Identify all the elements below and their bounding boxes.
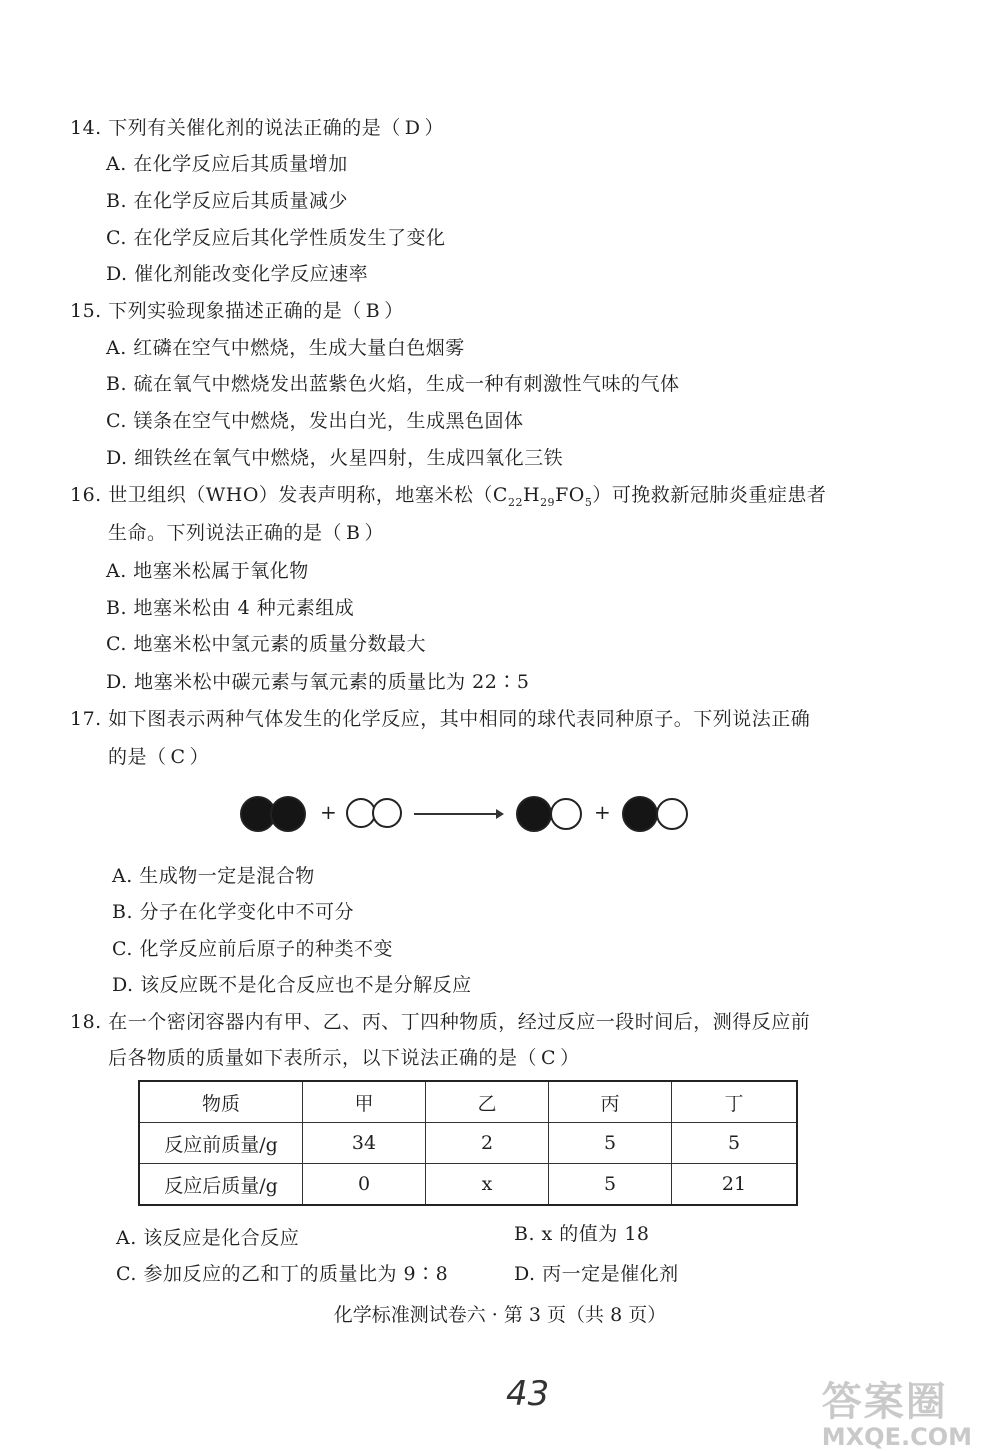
q14-option-c: C. 在化学反应后其化学性质发生了变化: [106, 227, 446, 249]
watermark: [822, 1370, 972, 1451]
reactant-molecule-light: [346, 788, 406, 840]
q15-stem: 15. 下列实验现象描述正确的是（ B ）: [70, 300, 404, 322]
q14-option-b: B. 在化学反应后其质量减少: [106, 190, 349, 212]
table-header-cell: 丁: [672, 1081, 798, 1123]
q16-option-d: D. 地塞米松中碳元素与氧元素的质量比为 22∶5: [106, 671, 530, 693]
table-cell: x: [426, 1164, 549, 1206]
product-molecule: [516, 788, 586, 840]
q17-stem-line2: 的是（ C ）: [108, 746, 210, 768]
q14-option-a: A. 在化学反应后其质量增加: [106, 153, 348, 175]
table-cell: 2: [426, 1123, 549, 1164]
q14-stem: 14. 下列有关催化剂的说法正确的是（ D ）: [70, 117, 445, 139]
q15-option-c: C. 镁条在空气中燃烧，发出白光，生成黑色固体: [106, 410, 524, 432]
page-footer: 化学标准测试卷六 · 第 3 页（共 8 页）: [333, 1304, 667, 1326]
table-cell: 0: [303, 1164, 426, 1206]
mass-table: [138, 1080, 798, 1206]
q16-stem: 16. 世卫组织（WHO）发表声明称，地塞米松$(C_{22}H_{29}FO_5)$可挽救新冠肺炎重症患者: [70, 484, 827, 509]
q16-option-b: B. 地塞米松由 4 种元素组成: [106, 597, 355, 619]
handwritten-page-number: 43: [506, 1374, 550, 1414]
table-cell: 21: [672, 1164, 798, 1206]
q18-stem-line2: 后各物质的质量如下表所示，以下说法正确的是（ C ）: [108, 1047, 580, 1069]
table-cell: 反应前质量/g: [139, 1123, 303, 1164]
q15-answer: B: [365, 300, 381, 322]
q15-option-d: D. 细铁丝在氧气中燃烧，火星四射，生成四氧化三铁: [106, 447, 564, 469]
table-header-cell: 物质: [139, 1081, 303, 1123]
table-row: [139, 1123, 797, 1164]
q17-option-b: B. 分子在化学变化中不可分: [112, 901, 355, 923]
q17-option-d: D. 该反应既不是化合反应也不是分解反应: [112, 974, 472, 996]
q14-option-d: D. 催化剂能改变化学反应速率: [106, 263, 369, 285]
q16-option-a: A. 地塞米松属于氧化物: [106, 560, 309, 582]
q16-option-c: C. 地塞米松中氢元素的质量分数最大: [106, 633, 426, 655]
q15-option-b: B. 硫在氧气中燃烧发出蓝紫色火焰，生成一种有刺激性气味的气体: [106, 373, 680, 395]
table-header-cell: 乙: [426, 1081, 549, 1123]
watermark-url: MXQE.COM: [821, 1423, 972, 1451]
table-row: [139, 1164, 797, 1206]
q18-answer: C: [541, 1047, 557, 1069]
q18-option-b: B. x 的值为 18: [514, 1223, 650, 1245]
q17-option-c: C. 化学反应前后原子的种类不变: [112, 938, 393, 960]
q16-stem-line2: 生命。下列说法正确的是（ B ）: [108, 522, 384, 544]
q15-option-a: A. 红磷在空气中燃烧，生成大量白色烟雾: [106, 337, 465, 359]
table-cell: 34: [303, 1123, 426, 1164]
q17-option-a: A. 生成物一定是混合物: [112, 865, 315, 887]
table-row: [139, 1081, 797, 1123]
q16-answer: B: [346, 522, 361, 544]
dark-atom: [622, 796, 658, 832]
table-cell: 5: [549, 1164, 672, 1206]
light-atom: [656, 798, 688, 830]
q18-stem: 18. 在一个密闭容器内有甲、乙、丙、丁四种物质，经过反应一段时间后，测得反应前: [70, 1011, 811, 1033]
table-cell: 5: [549, 1123, 672, 1164]
q17-answer: C: [170, 746, 186, 768]
watermark-logo-text: 答案圈: [821, 1379, 948, 1425]
q18-option-a: A. 该反应是化合反应: [116, 1227, 300, 1249]
table-cell: 反应后质量/g: [139, 1164, 303, 1206]
product-molecule: [622, 788, 692, 840]
table-header-cell: 甲: [303, 1081, 426, 1123]
q17-stem: 17. 如下图表示两种气体发生的化学反应，其中相同的球代表同种原子。下列说法正确: [70, 708, 811, 730]
q18-option-d: D. 丙一定是催化剂: [514, 1263, 679, 1285]
plus-sign: +: [320, 800, 337, 824]
table-cell: 5: [672, 1123, 798, 1164]
reaction-arrow: [414, 813, 502, 815]
light-atom: [550, 798, 582, 830]
q18-option-c: C. 参加反应的乙和丁的质量比为 9∶8: [116, 1263, 449, 1285]
table-header-cell: 丙: [549, 1081, 672, 1123]
dark-atom: [516, 796, 552, 832]
dark-atom: [270, 796, 306, 832]
light-atom: [372, 798, 402, 828]
q14-answer: D: [404, 117, 421, 139]
plus-sign: +: [594, 800, 611, 824]
reactant-molecule-dark: [240, 788, 312, 840]
